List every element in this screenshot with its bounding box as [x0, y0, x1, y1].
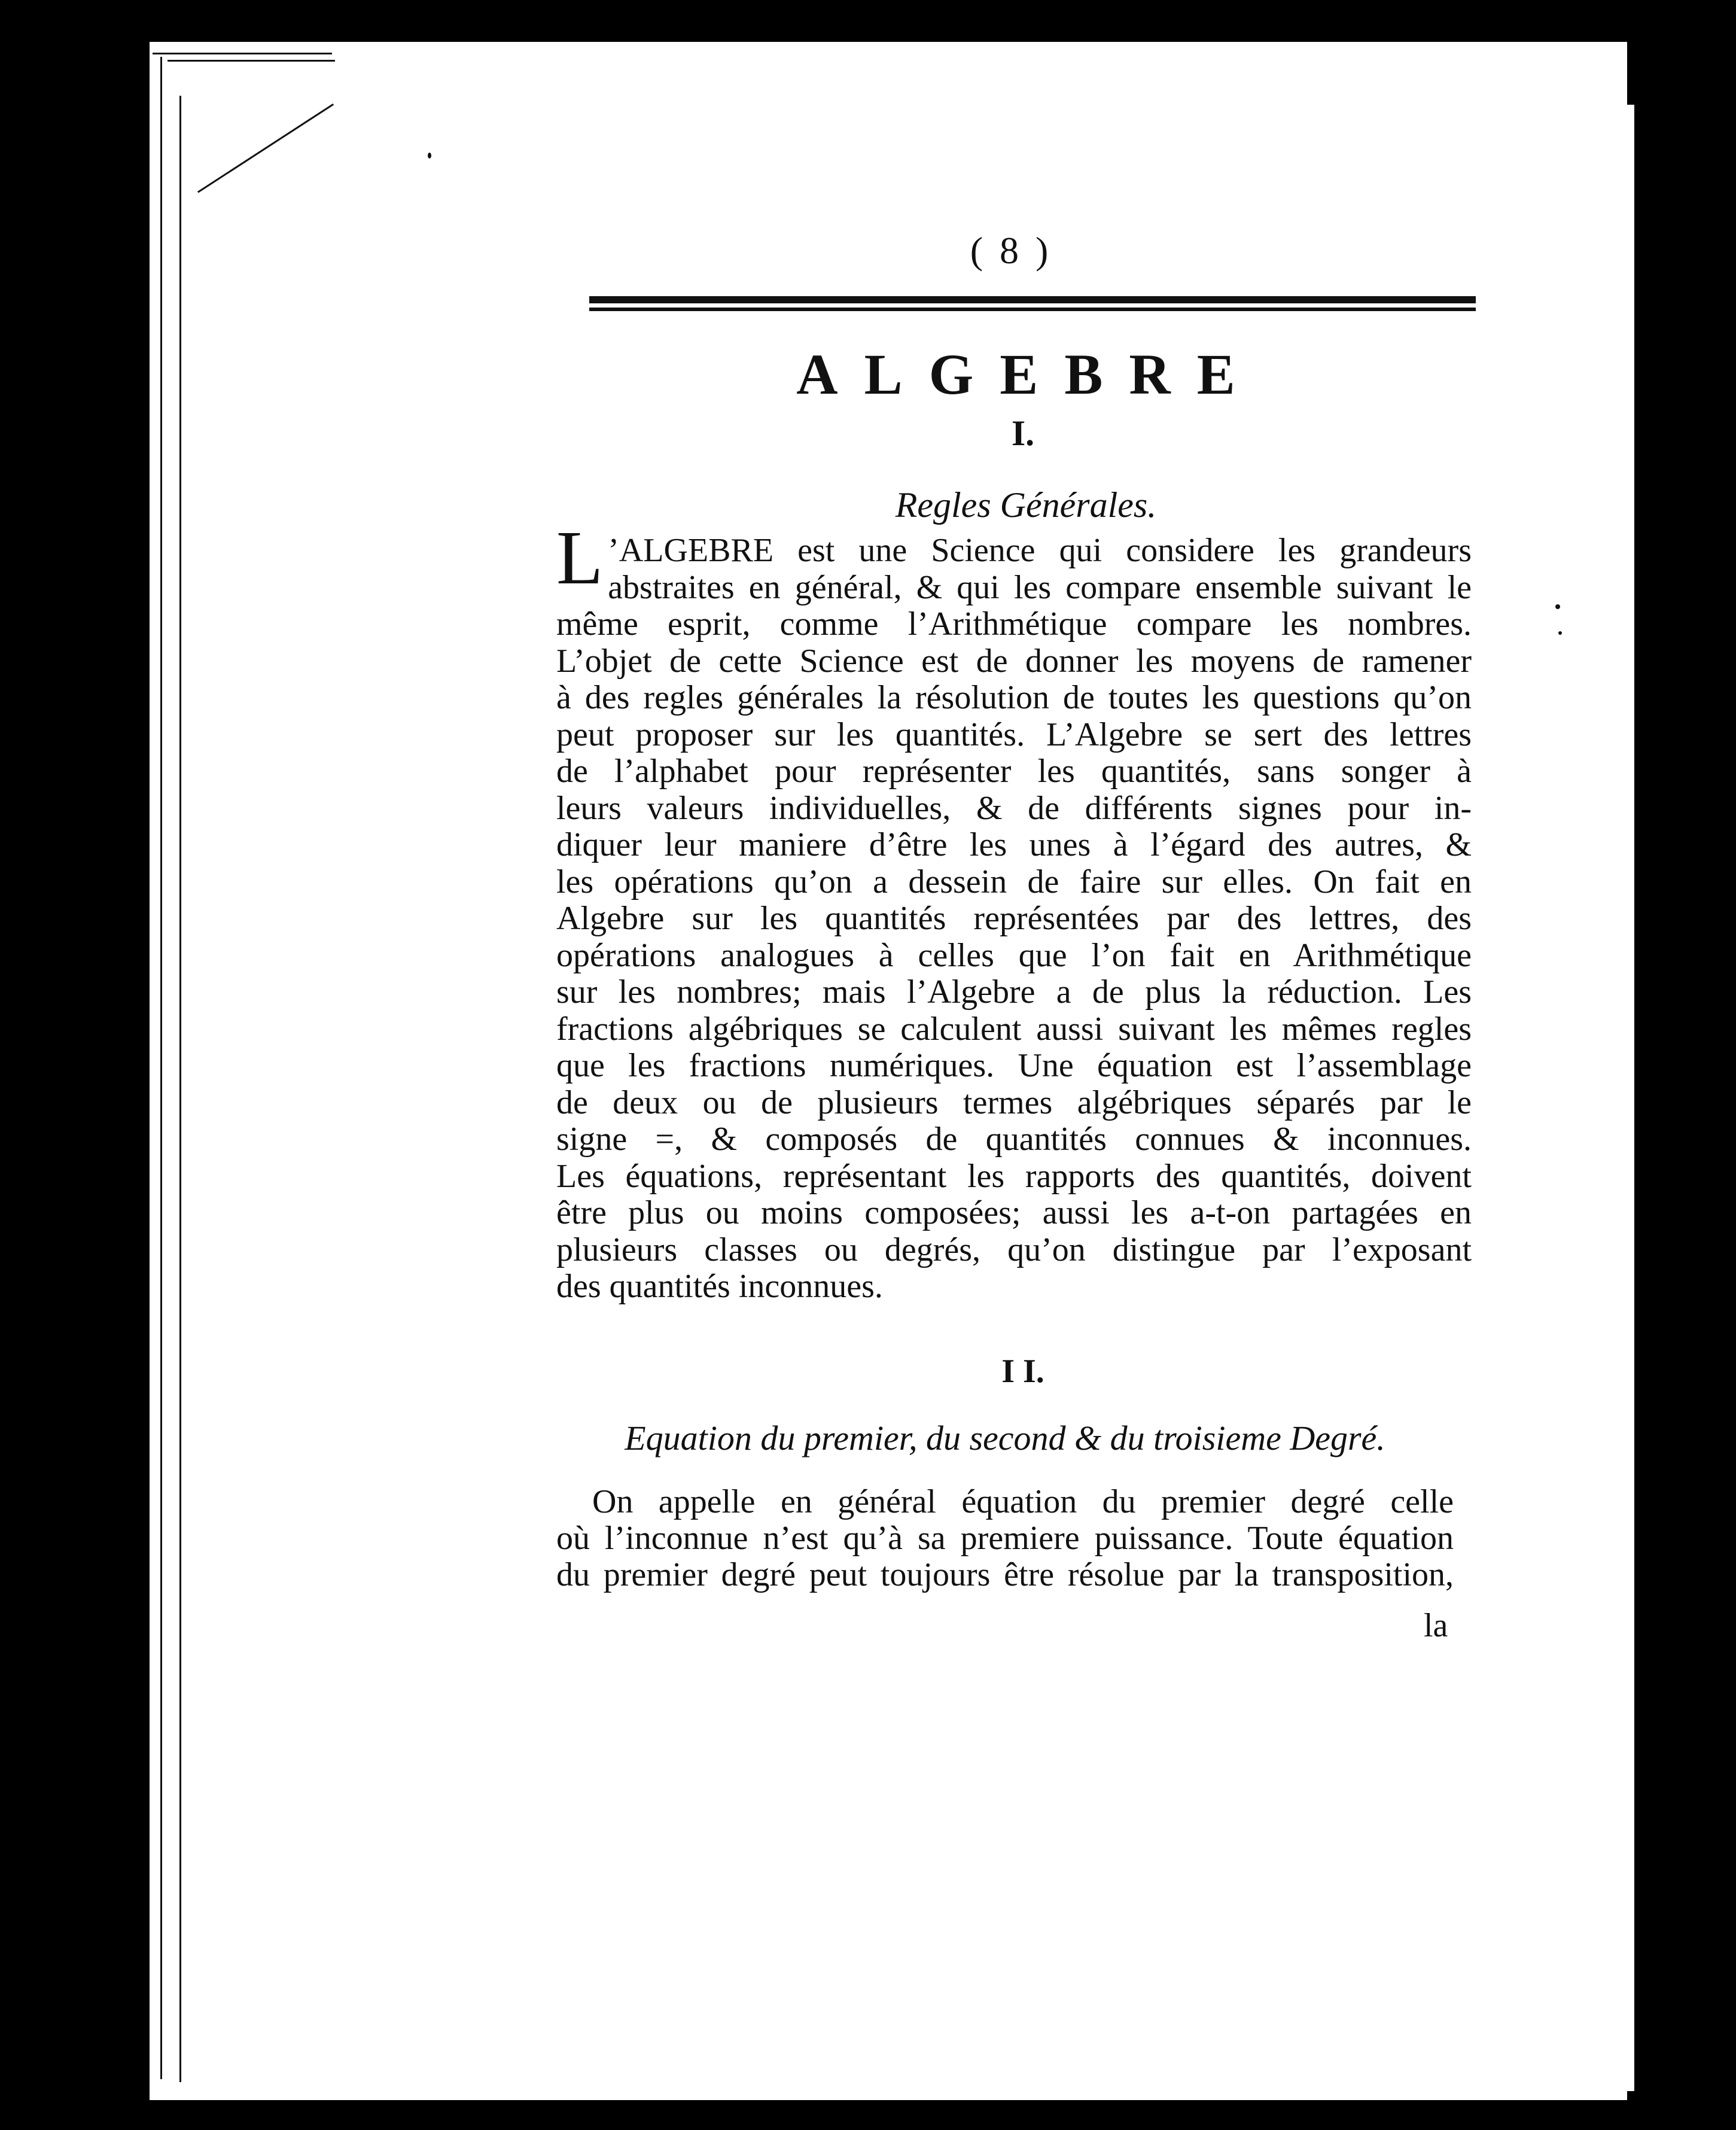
page-fold-line — [153, 53, 332, 54]
text-line: même esprit, comme l’Arithmétique compare les nombres. — [556, 605, 1472, 643]
text-line: On appelle en général équation du premier degré celle — [592, 1483, 1454, 1520]
text-line: sur les nombres; mais l’Algebre a de plus la réduction. Les — [556, 973, 1472, 1011]
text-line: diquer leur maniere d’être les unes à l’égard des autres, & — [556, 826, 1472, 863]
text-line: Algebre sur les quantités représentées par des lettres, des — [556, 900, 1472, 937]
paragraph — [556, 515, 1472, 1306]
text-line: à des regles générales la résolution de toutes les questions qu’on — [556, 679, 1472, 716]
text-line: être plus ou moins composées; aussi les a-t-on partagées en — [556, 1194, 1472, 1231]
text-line: opérations analogues à celles que l’on fait en Arithmétique — [556, 936, 1472, 974]
page-fold-line — [167, 60, 335, 62]
text-line: Les équations, représentant les rapports des quantités, doivent — [556, 1157, 1472, 1195]
section-number: I I. — [1001, 1353, 1044, 1390]
text-line: que les fractions numériques. Une équation est l’assemblage — [556, 1047, 1472, 1084]
text-line: des quantités inconnues. — [556, 1268, 883, 1305]
page-number: ( 8 ) — [970, 229, 1052, 272]
text-line: abstraites en général, & qui les compare ensemble suivant le — [608, 568, 1472, 606]
ink-speck — [1555, 604, 1560, 609]
header-rule — [589, 308, 1476, 311]
text-line: peut proposer sur les quantités. L’Algebre se sert des lettres — [556, 716, 1472, 753]
section-number: I. — [1011, 413, 1035, 453]
ink-speck — [428, 153, 431, 159]
text-line: L’objet de cette Science est de donner les moyens de ramener — [556, 642, 1472, 680]
catchword: la — [1424, 1607, 1448, 1644]
drop-cap: L — [556, 515, 604, 600]
text-line: fractions algébriques se calculent aussi suivant les mêmes regles — [556, 1010, 1472, 1048]
page-fold-line — [160, 57, 162, 2079]
text-line: les opérations qu’on a dessein de faire sur elles. On fait en — [556, 863, 1472, 900]
section-heading: Regles Générales. — [895, 485, 1157, 525]
chapter-title: ALGEBRE — [796, 342, 1262, 406]
header-rule — [589, 296, 1476, 303]
text-line: signe =, & composés de quantités connues & inconnues. — [556, 1121, 1472, 1158]
text-line: plusieurs classes ou degrés, qu’on distingue par l’exposant — [556, 1231, 1472, 1268]
paragraph — [556, 1484, 1454, 1593]
ink-speck — [1558, 631, 1562, 635]
text-line: du premier degré peut toujours être résolue par la transposition, — [556, 1556, 1454, 1593]
text-line: où l’inconnue n’est qu’à sa premiere puissance. Toute équation — [556, 1520, 1454, 1557]
section-heading: Equation du premier, du second & du troisieme Degré. — [625, 1419, 1385, 1457]
text-line: ’ALGEBRE est une Science qui considere les grandeurs — [608, 532, 1472, 569]
text-line: de l’alphabet pour représenter les quantités, sans songer à — [556, 753, 1472, 790]
page-fold-line — [179, 96, 181, 2082]
adjacent-page-edge — [1621, 105, 1634, 2091]
text-line: de deux ou de plusieurs termes algébriques séparés par le — [556, 1084, 1472, 1121]
text-line: leurs valeurs individuelles, & de différents signes pour in- — [556, 789, 1472, 827]
